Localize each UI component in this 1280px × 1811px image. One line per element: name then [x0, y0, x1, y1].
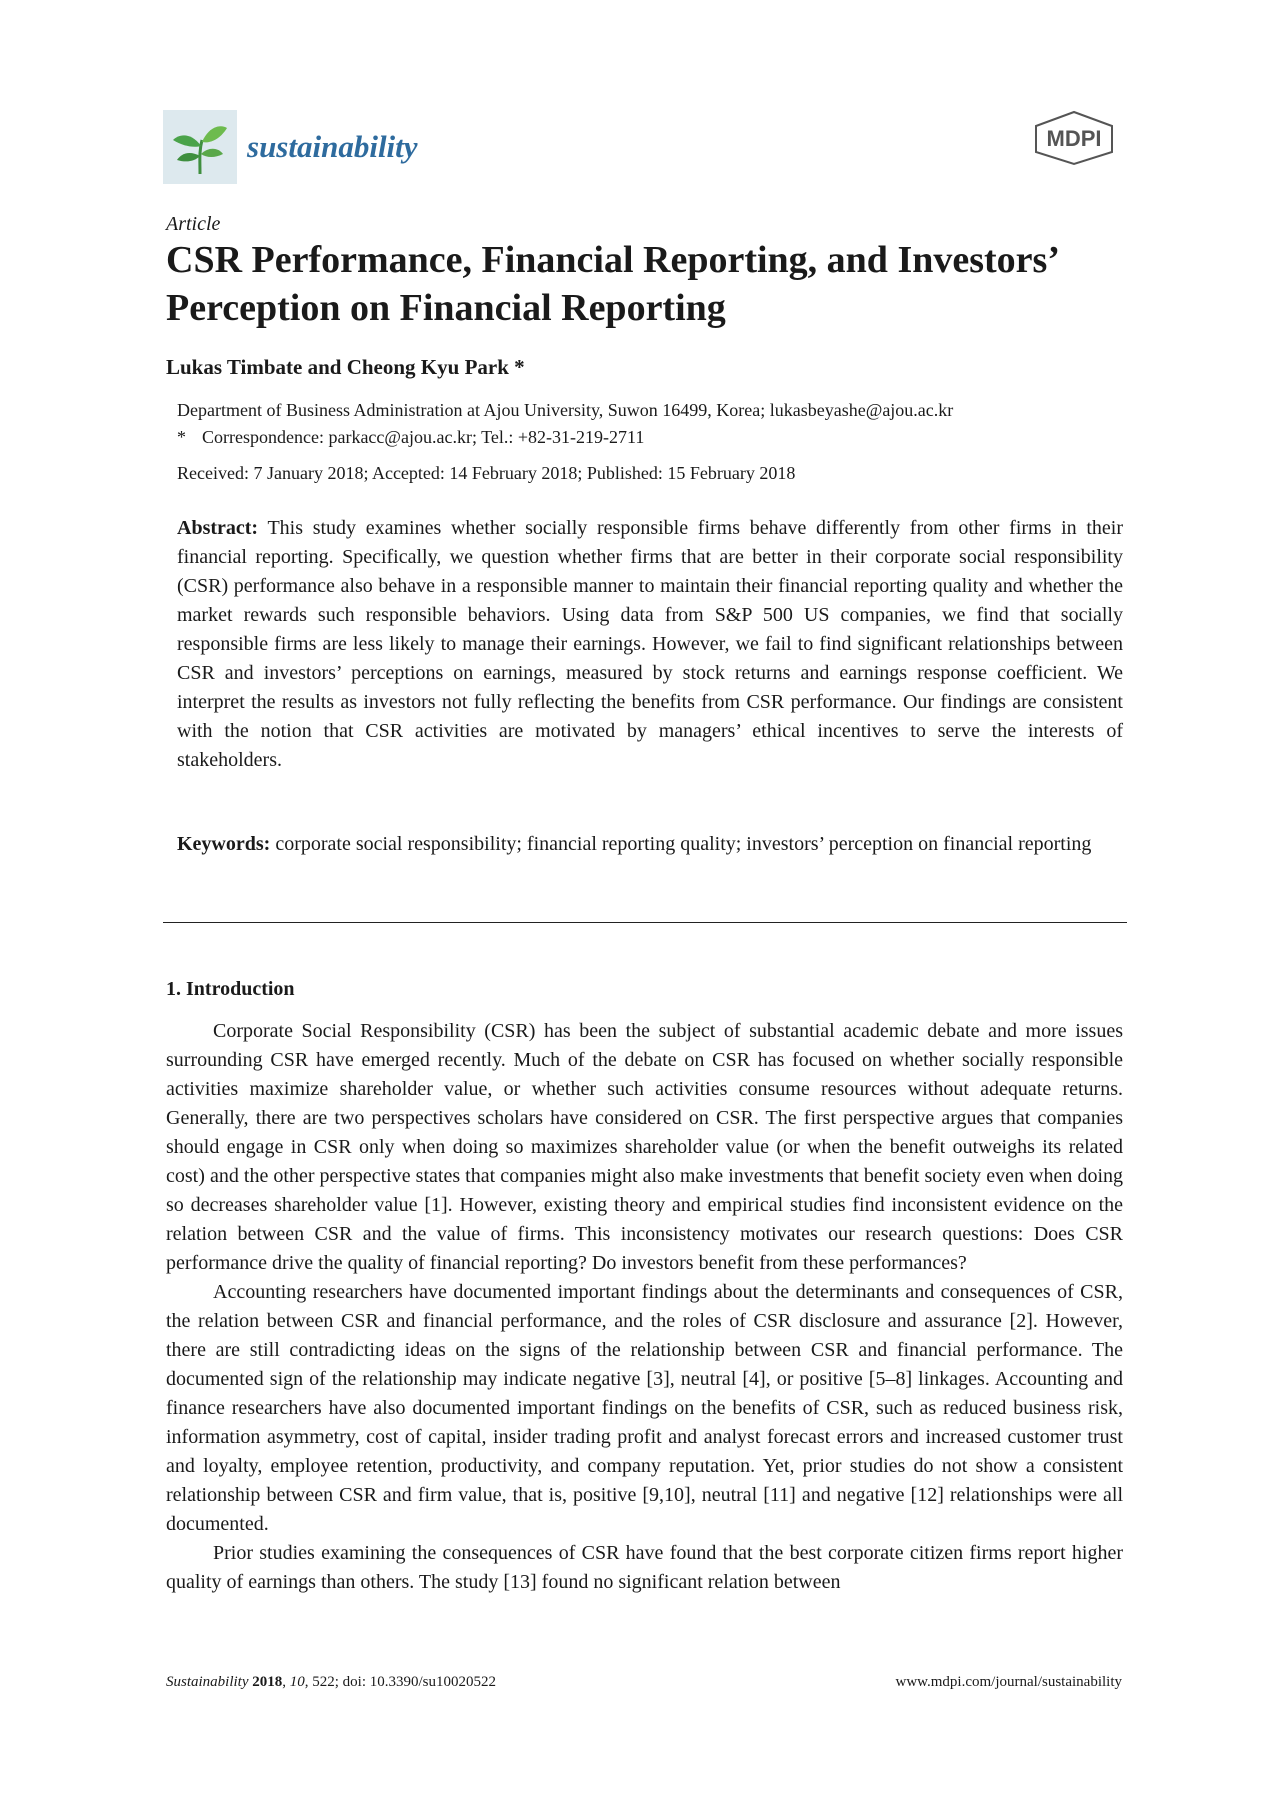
author-list: Lukas Timbate and Cheong Kyu Park * [166, 355, 525, 379]
affiliation: Department of Business Administration at Ajou University, Suwon 16499, Korea; lukasbeyashe@ajou.ac.kr [177, 400, 954, 420]
publication-dates: Received: 7 January 2018; Accepted: 14 February 2018; Published: 15 February 2018 [177, 463, 796, 483]
footer-journal: Sustainability [166, 1674, 249, 1690]
abstract-text: This study examines whether socially responsible firms behave differently from other firms in their financial reporting. Specifically, we question whether firms that are better in their corporate social responsibility (CSR) performance also behave in a responsible manner to maintain their financial reporting quality and whether the market rewards such responsible behaviors. Using data from S&P 500 US companies, we find that socially responsible firms are less likely to manage their earnings. However, we fail to find significant relationships between CSR and investors’ perceptions on earnings, measured by stock returns and earnings response coefficient. We interpret the results as investors not fully reflecting the benefits from CSR performance. Our findings are consistent with the notion that CSR activities are motivated by managers’ ethical incentives to serve the interests of stakeholders. [177, 517, 1123, 771]
footer-url[interactable]: www.mdpi.com/journal/sustainability [895, 1674, 1122, 1690]
footer-year: 2018 [252, 1674, 283, 1690]
journal-name: sustainability [247, 129, 418, 164]
keywords [177, 830, 1123, 859]
paragraph: Accounting researchers have documented important findings about the determinants and consequences of CSR, the relation between CSR and financial performance, and the roles of CSR disclosure and assurance [2]. However, there are still contradicting ideas on the signs of the relationship between CSR and financial performance. The documented sign of the relationship may indicate negative [3], neutral [4], or positive [5–8] linkages. Accounting and finance researchers have also documented important findings on the benefits of CSR, such as reduced business risk, information asymmetry, cost of capital, insider trading profit and analyst forecast errors and increased customer trust and loyalty, employee retention, productivity, and company reputation. Yet, prior studies do not show a consistent relationship between CSR and firm value, that is, positive [9,10], neutral [11] and negative [12] relationships were all documented. [166, 1281, 1123, 1535]
mdpi-logo [1026, 110, 1122, 166]
article-title: CSR Performance, Financial Reporting, and Investors’ Perception on Financial Reporting [166, 239, 1058, 329]
divider [163, 922, 1127, 923]
abstract-label: Abstract: [177, 517, 259, 539]
section-heading: 1. Introduction [166, 978, 295, 1000]
keywords-label: Keywords: [177, 833, 271, 855]
abstract [177, 514, 1123, 775]
journal-logo [163, 110, 418, 184]
section-body [166, 1017, 1123, 1597]
footer-doi: , 522; doi: 10.3390/su10020522 [304, 1674, 497, 1690]
sprout-icon [163, 110, 237, 184]
footer-citation: Sustainability 2018, 10, 522; doi: 10.3390/su10020522 [166, 1674, 497, 1690]
keywords-text: corporate social responsibility; financial reporting quality; investors’ perception on financial reporting [275, 833, 1092, 855]
paragraph: Prior studies examining the consequences of CSR have found that the best corporate citizen firms report higher quality of earnings than others. The study [13] found no significant relation between [166, 1542, 1123, 1593]
paragraph: Corporate Social Responsibility (CSR) has been the subject of substantial academic debate and more issues surrounding CSR have emerged recently. Much of the debate on CSR has focused on whether socially responsible activities maximize shareholder value, or whether such activities consume resources without adequate returns. Generally, there are two perspectives scholars have considered on CSR. The first perspective argues that companies should engage in CSR only when doing so maximizes shareholder value (or when the benefit outweighs its related cost) and the other perspective states that companies might also make investments that benefit society even when doing so decreases shareholder value [1]. However, existing theory and empirical studies find inconsistent evidence on the relation between CSR and the value of firms. This inconsistency motivates our research questions: Does CSR performance drive the quality of financial reporting? Do investors benefit from these performances? [166, 1020, 1123, 1274]
footer-volume: 10 [289, 1674, 305, 1690]
article-type: Article [166, 213, 221, 235]
mdpi-logo-text: MDPI [1046, 126, 1102, 151]
affiliation-block [177, 397, 1137, 451]
correspondence-mark: * [177, 427, 186, 447]
correspondence: Correspondence: parkacc@ajou.ac.kr; Tel.: +82-31-219-2711 [202, 427, 645, 447]
